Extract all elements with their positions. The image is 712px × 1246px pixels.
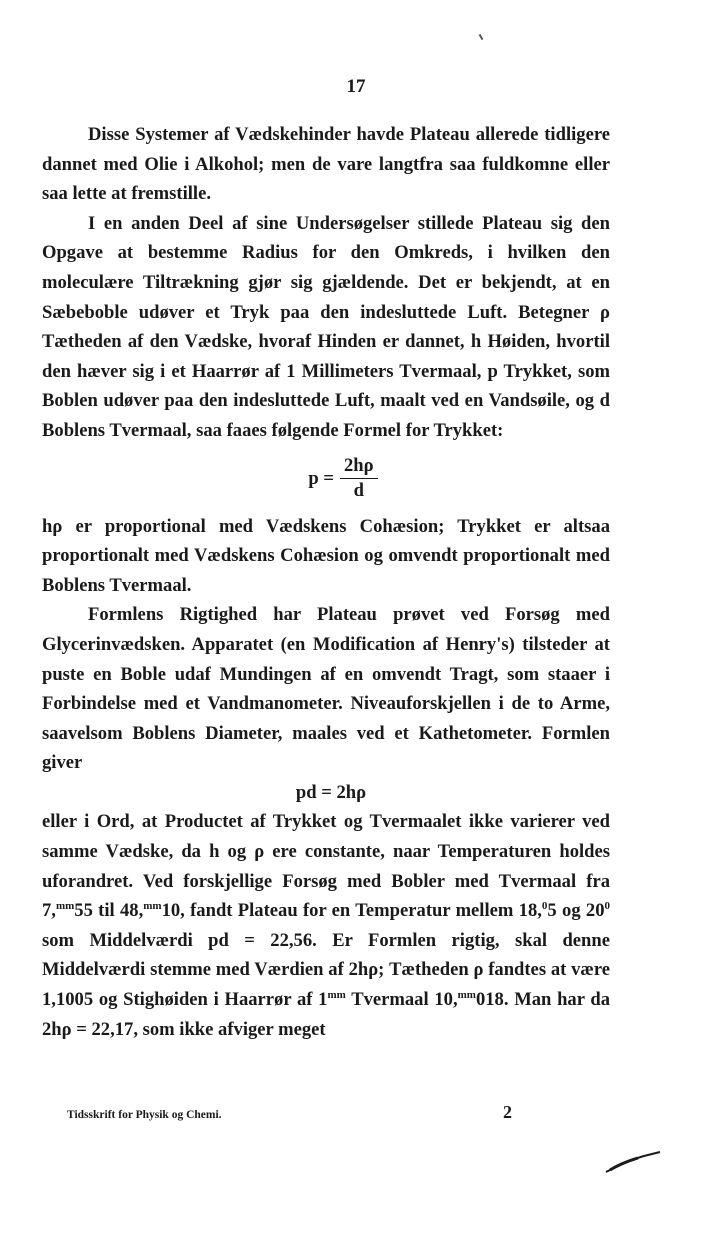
paragraph-5: eller i Ord, at Productet af Trykket og Tvermaalet ikke varierer ved samme Vædske, da h og ρ ere constante, naar Temperaturen holdes uforandret. Ved forskjellige Forsøg med Bobler med Tvermaal fra 7,$^{mm}$55 til 48,$^{mm}$10, fandt Plateau for en Temperatur mellem 18,$^0$5 og $20^0$ som Middelværdi pd = 22,56. Er Formlen rigtig, skal denne Middelværdi stemme med Værdien af 2hρ; Tætheden ρ fandtes at være 1,1005 og Stighøiden i Haarrør af $1^{mm}$ Tvermaal 10,$^{mm}$018. Man har da 2hρ = 22,17, som ikke afviger meget [42, 811, 611, 1040]
degree-superscript: 0 [604, 900, 611, 913]
formula-numerator: 2hρ [340, 454, 378, 479]
body-text [42, 120, 610, 1044]
product-formula: pd = 2hρ [295, 781, 367, 803]
paragraph-2: I en anden Deel af sine Undersøgelser stillede Plateau sig den Opgave at bestemme Radius for den Omkreds, i hvilken den moleculære Tiltrækning gjør sig gjældende. Det er bekjendt, at en Sæbeboble udøver et Tryk paa den indesluttede Luft. Betegner ρ Tætheden af den Vædske, hvoraf Hinden er dannet, h Høiden, hvortil den hæver sig i et Haarrør af 1 Millimeters Tvermaal, p Trykket, som Boblen udøver paa den indesluttede Luft, maalt ved en Vandsøile, og d Boblens Tvermaal, saa faaes følgende Formel for Trykket: [42, 212, 610, 441]
unit-superscript: mm [143, 900, 162, 913]
formula-denominator: d [353, 480, 364, 502]
pressure-formula [42, 448, 610, 510]
unit-superscript: mm [327, 989, 346, 1002]
unit-superscript: mm [55, 900, 75, 913]
paragraph-3: hρ er proportional med Vædskens Cohæsion; Trykket er altsaa proportionalt med Vædskens Cohæsion og omvendt proportionalt med Boblens Tvermaal. [42, 515, 610, 596]
formula-lhs: p = [308, 467, 334, 489]
paragraph-1: Disse Systemer af Vædskehinder havde Plateau allerede tidligere dannet med Olie i Alkohol; men de vare langtfra saa fuldkomne eller saa lette at fremstille. [42, 124, 610, 205]
degree-superscript: 0 [541, 900, 548, 913]
page-number: 17 [346, 76, 366, 97]
formula-fraction [340, 454, 378, 503]
pen-stroke-icon [604, 1150, 664, 1176]
paragraph-4: Formlens Rigtighed har Plateau prøvet ved Forsøg med Glycerinvædsken. Apparatet (en Modification af Henry's) tilsteder at puste en Boble udaf Mundingen af en omvendt Tragt, som staaer i Forbindelse med et Vandmanometer. Niveauforskjellen i de to Arme, saavelsom Boblens Diameter, maales ved et Kathetometer. Formlen giver [42, 604, 610, 774]
signature-mark: 2 [503, 1102, 512, 1122]
scan-speck [479, 34, 484, 40]
page-footer [67, 1102, 512, 1123]
journal-title: Tidsskrift for Physik og Chemi. [67, 1109, 222, 1121]
unit-superscript: mm [457, 989, 476, 1002]
